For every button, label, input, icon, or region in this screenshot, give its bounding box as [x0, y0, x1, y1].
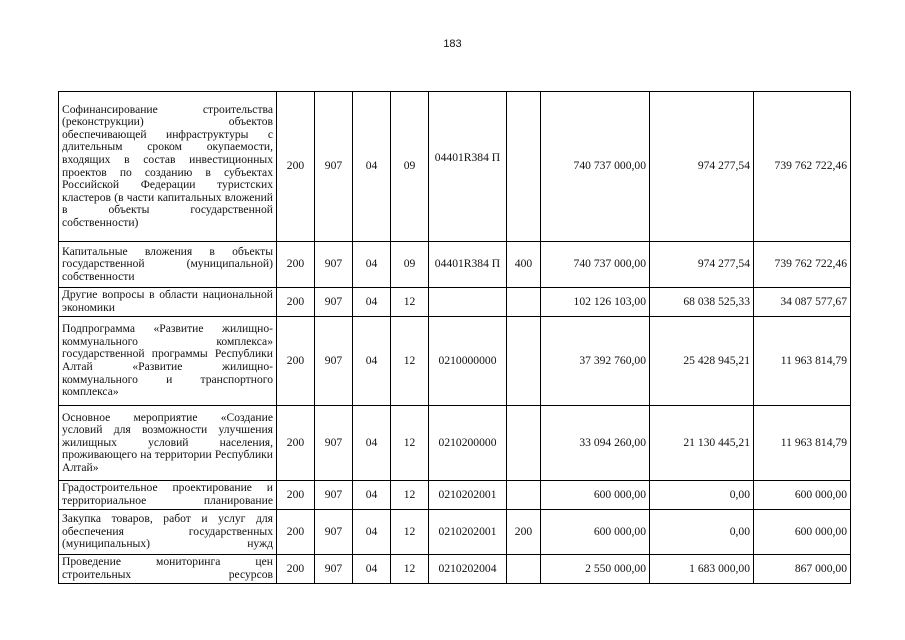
sum-executed-cell: 21 130 445,21 — [650, 406, 754, 481]
expense-type-cell — [507, 92, 541, 242]
code-cell: 200 — [277, 481, 315, 510]
sum-remaining-cell: 600 000,00 — [754, 510, 851, 555]
section-cell: 04 — [353, 288, 391, 317]
ministry-code-cell: 907 — [315, 555, 353, 584]
table-row — [59, 288, 851, 317]
section-cell: 04 — [353, 510, 391, 555]
section-cell: 04 — [353, 242, 391, 288]
sum-planned-cell: 740 737 000,00 — [541, 242, 650, 288]
section-cell: 04 — [353, 406, 391, 481]
target-article-cell: 0210200000 — [429, 406, 507, 481]
ministry-code-cell: 907 — [315, 406, 353, 481]
expense-type-cell — [507, 406, 541, 481]
sum-remaining-cell: 600 000,00 — [754, 481, 851, 510]
ministry-code-cell: 907 — [315, 92, 353, 242]
code-cell: 200 — [277, 288, 315, 317]
table-row — [59, 317, 851, 406]
subsection-cell: 09 — [391, 92, 429, 242]
sum-planned-cell: 33 094 260,00 — [541, 406, 650, 481]
table-row — [59, 406, 851, 481]
target-article-cell: 0210202001 — [429, 481, 507, 510]
sum-planned-cell: 740 737 000,00 — [541, 92, 650, 242]
subsection-cell: 12 — [391, 510, 429, 555]
subsection-cell: 09 — [391, 242, 429, 288]
ministry-code-cell: 907 — [315, 288, 353, 317]
target-article-cell: 04401R384 П — [429, 92, 507, 242]
ministry-code-cell: 907 — [315, 317, 353, 406]
target-article-cell: 0210202004 — [429, 555, 507, 584]
sum-executed-cell: 974 277,54 — [650, 242, 754, 288]
sum-planned-cell: 37 392 760,00 — [541, 317, 650, 406]
sum-remaining-cell: 11 963 814,79 — [754, 406, 851, 481]
sum-planned-cell: 600 000,00 — [541, 510, 650, 555]
expense-name-cell: Другие вопросы в области национальной экономики — [59, 288, 277, 317]
sum-executed-cell: 68 038 525,33 — [650, 288, 754, 317]
code-cell: 200 — [277, 92, 315, 242]
table-row — [59, 242, 851, 288]
code-cell: 200 — [277, 510, 315, 555]
table-row — [59, 510, 851, 555]
target-article-cell: 0210000000 — [429, 317, 507, 406]
page-number: 183 — [443, 38, 462, 50]
target-article-cell — [429, 288, 507, 317]
ministry-code-cell: 907 — [315, 481, 353, 510]
sum-remaining-cell: 739 762 722,46 — [754, 92, 851, 242]
sum-executed-cell: 974 277,54 — [650, 92, 754, 242]
expense-name-cell: Капитальные вложения в объекты государственной (муниципальной) собственности — [59, 242, 277, 288]
section-cell: 04 — [353, 555, 391, 584]
code-cell: 200 — [277, 242, 315, 288]
expense-name-cell: Основное мероприятие «Создание условий для возможности улучшения жилищных условий населения, проживающего на территории Республики Алтай» — [59, 406, 277, 481]
sum-executed-cell: 0,00 — [650, 510, 754, 555]
sum-planned-cell: 2 550 000,00 — [541, 555, 650, 584]
ministry-code-cell: 907 — [315, 242, 353, 288]
expense-name-cell: Градостроительное проектирование и территориальное планирование — [59, 481, 277, 510]
sum-remaining-cell: 34 087 577,67 — [754, 288, 851, 317]
sum-executed-cell: 1 683 000,00 — [650, 555, 754, 584]
expense-type-cell — [507, 288, 541, 317]
sum-executed-cell: 25 428 945,21 — [650, 317, 754, 406]
table-row — [59, 555, 851, 584]
sum-executed-cell: 0,00 — [650, 481, 754, 510]
sum-remaining-cell: 11 963 814,79 — [754, 317, 851, 406]
expense-name-cell: Подпрограмма «Развитие жилищно-коммунального комплекса» государственной программы Республики Алтай «Развитие жилищно-коммунального и транспортного комплекса» — [59, 317, 277, 406]
code-cell: 200 — [277, 317, 315, 406]
table-row — [59, 92, 851, 242]
table-row — [59, 481, 851, 510]
target-article-cell: 04401R384 П — [429, 242, 507, 288]
section-cell: 04 — [353, 481, 391, 510]
sum-planned-cell: 600 000,00 — [541, 481, 650, 510]
section-cell: 04 — [353, 92, 391, 242]
budget-table — [58, 91, 851, 584]
sum-remaining-cell: 867 000,00 — [754, 555, 851, 584]
sum-remaining-cell: 739 762 722,46 — [754, 242, 851, 288]
expense-type-cell: 400 — [507, 242, 541, 288]
expense-name-cell: Закупка товаров, работ и услуг для обеспечения государственных (муниципальных) нужд — [59, 510, 277, 555]
subsection-cell: 12 — [391, 317, 429, 406]
expense-type-cell: 200 — [507, 510, 541, 555]
subsection-cell: 12 — [391, 288, 429, 317]
subsection-cell: 12 — [391, 406, 429, 481]
section-cell: 04 — [353, 317, 391, 406]
expense-type-cell — [507, 317, 541, 406]
sum-planned-cell: 102 126 103,00 — [541, 288, 650, 317]
expense-name-cell: Софинансирование строительства (реконструкции) объектов обеспечивающей инфраструктуры с длительным сроком окупаемости, входящих в состав инвестиционных проектов по созданию в субъектах Российской Федерации туристских кластеров (в части капитальных вложений в объекты государственной собственности) — [59, 92, 277, 242]
expense-name-cell: Проведение мониторинга цен строительных ресурсов — [59, 555, 277, 584]
subsection-cell: 12 — [391, 481, 429, 510]
ministry-code-cell: 907 — [315, 510, 353, 555]
code-cell: 200 — [277, 555, 315, 584]
expense-type-cell — [507, 555, 541, 584]
target-article-cell: 0210202001 — [429, 510, 507, 555]
code-cell: 200 — [277, 406, 315, 481]
subsection-cell: 12 — [391, 555, 429, 584]
expense-type-cell — [507, 481, 541, 510]
